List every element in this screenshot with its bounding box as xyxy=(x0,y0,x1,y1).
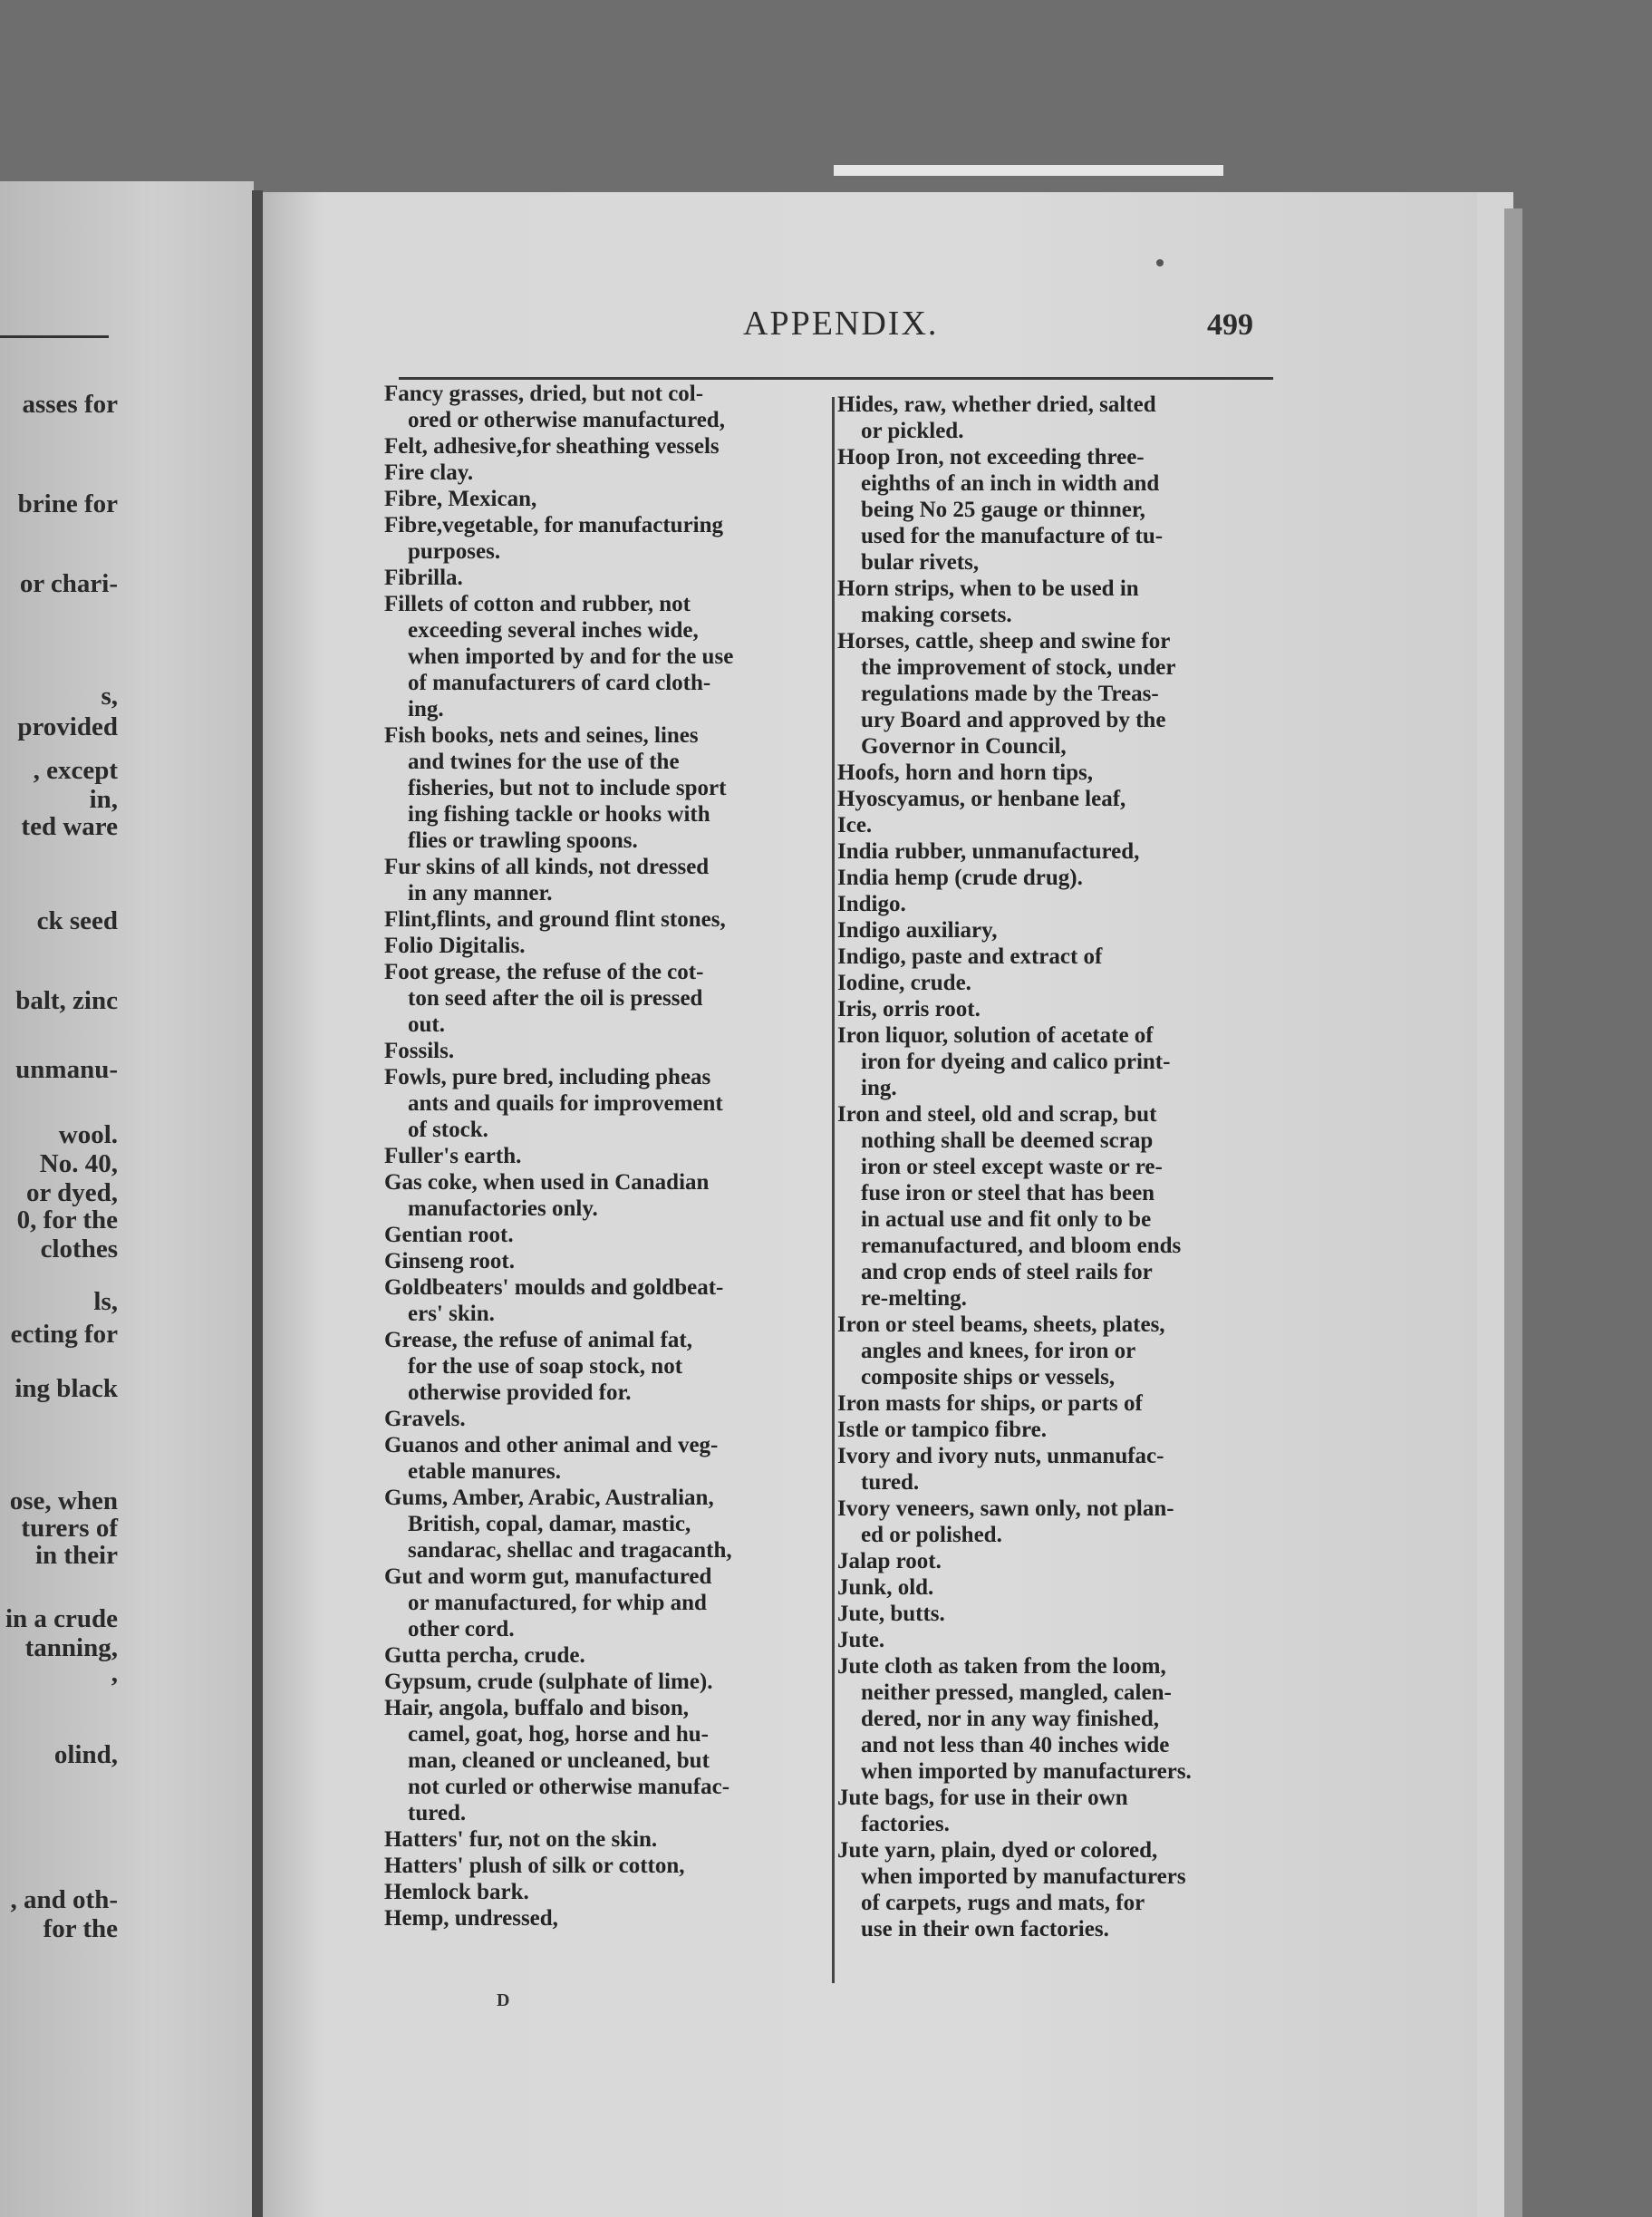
tariff-entry xyxy=(837,865,1272,891)
entry-line: for the use of soap stock, not xyxy=(408,1354,683,1379)
tariff-entry xyxy=(384,1064,823,1143)
entry-line: flies or trawling spoons. xyxy=(408,828,638,853)
entry-line: Gutta percha, crude. xyxy=(384,1643,585,1668)
entry-line: Felt, adhesive,for sheathing vessels xyxy=(384,434,720,459)
entry-line: Horses, cattle, sheep and swine for xyxy=(837,629,1171,653)
entry-line: etable manures. xyxy=(408,1459,561,1484)
entry-line: ers' skin. xyxy=(408,1302,495,1326)
entry-line: Gypsum, crude (sulphate of lime). xyxy=(384,1670,713,1694)
entry-line: Gums, Amber, Arabic, Australian, xyxy=(384,1486,714,1510)
entry-line: Gentian root. xyxy=(384,1223,514,1247)
left-page-text-fragment: in a crude xyxy=(5,1604,118,1633)
entry-line: Fibre,vegetable, for manufacturing xyxy=(384,513,724,537)
entry-line: Indigo. xyxy=(837,892,906,916)
tariff-entry xyxy=(384,1169,823,1222)
tariff-entry xyxy=(837,1312,1272,1390)
entry-line: fuse iron or steel that has been xyxy=(861,1181,1155,1205)
entry-line: Ginseng root. xyxy=(384,1249,515,1273)
left-page-text-fragment: ted ware xyxy=(21,812,118,841)
left-page-text-fragment: for the xyxy=(43,1914,118,1943)
tariff-entry xyxy=(384,1564,823,1642)
entry-line: Grease, the refuse of animal fat, xyxy=(384,1328,692,1352)
left-page-text-fragment: s, xyxy=(101,682,118,711)
ink-speck xyxy=(1156,259,1164,266)
left-page-text-fragment: balt, zinc xyxy=(15,986,118,1015)
tariff-entry xyxy=(837,996,1272,1022)
tariff-entry xyxy=(837,917,1272,944)
tariff-entry xyxy=(837,891,1272,917)
page-title: APPENDIX. xyxy=(743,305,939,343)
entry-line: ed or polished. xyxy=(861,1523,1002,1547)
entry-line: use in their own factories. xyxy=(861,1917,1109,1941)
entry-line: Flint,flints, and ground flint stones, xyxy=(384,907,726,932)
paper-strip xyxy=(834,165,1223,176)
tariff-entry xyxy=(837,786,1272,812)
left-page-text-fragment: tanning, xyxy=(24,1633,118,1662)
entry-line: Ivory and ivory nuts, unmanufac- xyxy=(837,1444,1164,1468)
entry-line: Fillets of cotton and rubber, not xyxy=(384,592,691,616)
entry-line: regulations made by the Treas- xyxy=(861,682,1159,706)
tariff-entry xyxy=(837,576,1272,628)
page-number: 499 xyxy=(1207,308,1253,342)
entry-line: nothing shall be deemed scrap xyxy=(861,1128,1154,1153)
entry-line: tured. xyxy=(408,1801,467,1825)
entry-line: manufactories only. xyxy=(408,1196,598,1221)
tariff-entry xyxy=(384,1222,823,1248)
entry-line: Iron masts for ships, or parts of xyxy=(837,1391,1143,1416)
entry-line: and twines for the use of the xyxy=(408,750,680,774)
entry-line: not curled or otherwise manufac- xyxy=(408,1775,730,1799)
tariff-entry xyxy=(837,1496,1272,1548)
entry-line: dered, nor in any way finished, xyxy=(861,1707,1160,1731)
tariff-entry xyxy=(384,959,823,1038)
tariff-entry xyxy=(837,1837,1272,1942)
entry-line: Gut and worm gut, manufactured xyxy=(384,1564,712,1589)
left-page-text-fragment: or chari- xyxy=(19,569,118,598)
tariff-entry xyxy=(837,1548,1272,1574)
entry-line: ury Board and approved by the xyxy=(861,708,1166,732)
entry-line: Hyoscyamus, or henbane leaf, xyxy=(837,787,1126,811)
entry-line: British, copal, damar, mastic, xyxy=(408,1512,691,1536)
entry-line: Hides, raw, whether dried, salted xyxy=(837,392,1156,417)
entry-line: or pickled. xyxy=(861,419,964,443)
book-gutter xyxy=(252,190,263,2217)
tariff-entry xyxy=(384,1826,823,1853)
entry-line: factories. xyxy=(861,1812,950,1836)
tariff-entry xyxy=(837,628,1272,760)
tariff-entry xyxy=(837,760,1272,786)
entry-line: Indigo auxiliary, xyxy=(837,918,998,943)
entry-line: Jute yarn, plain, dyed or colored, xyxy=(837,1838,1158,1863)
tariff-entry xyxy=(837,1653,1272,1785)
entry-line: Jute bags, for use in their own xyxy=(837,1786,1128,1810)
left-page-text-fragment: provided xyxy=(17,712,118,741)
entry-line: re-melting. xyxy=(861,1286,967,1311)
tariff-entry xyxy=(384,433,823,460)
entry-line: otherwise provided for. xyxy=(408,1380,632,1405)
tariff-entry xyxy=(837,1443,1272,1496)
left-page-text-fragment: asses for xyxy=(22,390,118,419)
tariff-entry xyxy=(384,591,823,722)
entry-line: composite ships or vessels, xyxy=(861,1365,1116,1389)
column-divider xyxy=(832,397,835,1983)
left-page-text-fragment: ls, xyxy=(93,1287,118,1316)
left-page-text-fragment: in, xyxy=(89,785,118,814)
left-page-rule xyxy=(0,335,109,338)
tariff-entry xyxy=(384,1248,823,1274)
entry-line: ing. xyxy=(861,1076,897,1100)
entry-line: or manufactured, for whip and xyxy=(408,1591,707,1615)
tariff-entry xyxy=(837,1417,1272,1443)
entry-line: Jute, butts. xyxy=(837,1602,945,1626)
entry-line: Fire clay. xyxy=(384,460,474,485)
tariff-entry xyxy=(837,1601,1272,1627)
tariff-entry xyxy=(384,1853,823,1879)
tariff-entry xyxy=(384,1669,823,1695)
left-page-text-fragment: ck seed xyxy=(36,906,118,935)
entry-line: when imported by manufacturers xyxy=(861,1864,1186,1889)
entry-line: Iron liquor, solution of acetate of xyxy=(837,1023,1154,1048)
entry-line: Guanos and other animal and veg- xyxy=(384,1433,719,1457)
tariff-entry xyxy=(384,854,823,906)
tariff-entry xyxy=(837,1101,1272,1312)
entry-line: of stock. xyxy=(408,1118,488,1142)
entry-line: Ivory veneers, sawn only, not plan- xyxy=(837,1496,1174,1521)
entry-line: Iron and steel, old and scrap, but xyxy=(837,1102,1157,1127)
entry-line: of manufacturers of card cloth- xyxy=(408,671,711,695)
left-page-text-fragment: 0, for the xyxy=(16,1205,118,1234)
entry-line: and not less than 40 inches wide xyxy=(861,1733,1170,1757)
entry-line: Fuller's earth. xyxy=(384,1144,522,1168)
entry-line: Fibrilla. xyxy=(384,566,463,590)
tariff-entry xyxy=(384,906,823,933)
tariff-entry xyxy=(384,722,823,854)
left-page-text-fragment: , except xyxy=(33,756,118,785)
entry-line: Fossils. xyxy=(384,1039,455,1063)
entry-line: Jute cloth as taken from the loom, xyxy=(837,1654,1166,1679)
tariff-entry xyxy=(837,812,1272,838)
left-page-text-fragment: brine for xyxy=(17,489,118,518)
tariff-entry xyxy=(837,944,1272,970)
entry-line: Hatters' fur, not on the skin. xyxy=(384,1827,658,1852)
tariff-entry xyxy=(384,1485,823,1564)
entry-line: Governor in Council, xyxy=(861,734,1067,759)
entry-line: making corsets. xyxy=(861,603,1012,627)
entry-line: Fibre, Mexican, xyxy=(384,487,537,511)
left-column xyxy=(384,381,823,1931)
left-page-text-fragment: in their xyxy=(34,1541,118,1570)
entry-line: Indigo, paste and extract of xyxy=(837,944,1103,969)
tariff-entry xyxy=(384,460,823,486)
entry-line: ored or otherwise manufactured, xyxy=(408,408,725,432)
entry-line: India rubber, unmanufactured, xyxy=(837,839,1140,864)
header-rule xyxy=(399,377,1273,380)
tariff-entry xyxy=(837,1390,1272,1417)
entry-line: Hemlock bark. xyxy=(384,1880,529,1904)
entry-line: in actual use and fit only to be xyxy=(861,1207,1152,1232)
entry-line: sandarac, shellac and tragacanth, xyxy=(408,1538,732,1563)
entry-line: exceeding several inches wide, xyxy=(408,618,699,643)
entry-line: Foot grease, the refuse of the cot- xyxy=(384,960,704,984)
tariff-entry xyxy=(384,1879,823,1905)
entry-line: camel, goat, hog, horse and hu- xyxy=(408,1722,709,1747)
entry-line: of carpets, rugs and mats, for xyxy=(861,1891,1145,1915)
tariff-entry xyxy=(384,1432,823,1485)
tariff-entry xyxy=(384,512,823,565)
entry-line: Jalap root. xyxy=(837,1549,942,1573)
entry-line: Fish books, nets and seines, lines xyxy=(384,723,699,748)
tariff-entry xyxy=(837,970,1272,996)
entry-line: iron or steel except waste or re- xyxy=(861,1155,1163,1179)
tariff-entry xyxy=(384,486,823,512)
entry-line: ton seed after the oil is pressed xyxy=(408,986,703,1011)
entry-line: Iris, orris root. xyxy=(837,997,981,1021)
left-page-text-fragment: ecting for xyxy=(10,1320,118,1349)
entry-line: when imported by and for the use xyxy=(408,644,734,669)
entry-line: Hoofs, horn and horn tips, xyxy=(837,760,1094,785)
entry-line: Fancy grasses, dried, but not col- xyxy=(384,382,704,406)
entry-line: Hatters' plush of silk or cotton, xyxy=(384,1854,685,1878)
tariff-entry xyxy=(384,933,823,959)
left-page-text-fragment: unmanu- xyxy=(15,1055,118,1084)
entry-line: out. xyxy=(408,1012,445,1037)
tariff-entry xyxy=(837,1574,1272,1601)
entry-line: Folio Digitalis. xyxy=(384,934,526,958)
entry-line: bular rivets, xyxy=(861,550,980,575)
entry-line: used for the manufacture of tu- xyxy=(861,524,1164,548)
entry-line: Jute. xyxy=(837,1628,885,1652)
tariff-entry xyxy=(384,1695,823,1826)
tariff-entry xyxy=(837,392,1272,444)
entry-line: ing fishing tackle or hooks with xyxy=(408,802,710,827)
tariff-entry xyxy=(384,1905,823,1931)
entry-line: Iron or steel beams, sheets, plates, xyxy=(837,1312,1165,1337)
left-page-text-fragment: , xyxy=(111,1659,118,1688)
entry-line: eighths of an inch in width and xyxy=(861,471,1160,496)
entry-line: Fur skins of all kinds, not dressed xyxy=(384,855,710,879)
tariff-entry xyxy=(384,1274,823,1327)
tariff-entry xyxy=(837,444,1272,576)
tariff-entry xyxy=(837,1627,1272,1653)
entry-line: Fowls, pure bred, including pheas xyxy=(384,1065,711,1089)
entry-line: in any manner. xyxy=(408,881,553,905)
entry-line: the improvement of stock, under xyxy=(861,655,1176,680)
entry-line: fisheries, but not to include sport xyxy=(408,776,727,800)
left-page-text-fragment: No. 40, xyxy=(39,1149,118,1178)
tariff-entry xyxy=(384,1406,823,1432)
left-page-text-fragment: turers of xyxy=(21,1514,118,1543)
tariff-entry xyxy=(384,1143,823,1169)
entry-line: Hemp, undressed, xyxy=(384,1906,558,1931)
entry-line: purposes. xyxy=(408,539,501,564)
entry-line: Hoop Iron, not exceeding three- xyxy=(837,445,1145,470)
entry-line: Goldbeaters' moulds and goldbeat- xyxy=(384,1275,724,1300)
entry-line: iron for dyeing and calico print- xyxy=(861,1050,1171,1074)
entry-line: Gravels. xyxy=(384,1407,466,1431)
entry-line: neither pressed, mangled, calen- xyxy=(861,1680,1172,1705)
tariff-entry xyxy=(384,1038,823,1064)
signature-mark: D xyxy=(497,1990,510,2010)
entry-line: when imported by manufacturers. xyxy=(861,1759,1192,1784)
entry-line: Hair, angola, buffalo and bison, xyxy=(384,1696,689,1720)
entry-line: Horn strips, when to be used in xyxy=(837,576,1139,601)
entry-line: remanufactured, and bloom ends xyxy=(861,1234,1182,1258)
tariff-entry xyxy=(837,1022,1272,1101)
entry-line: being No 25 gauge or thinner, xyxy=(861,498,1145,522)
tariff-entry xyxy=(837,1785,1272,1837)
entry-line: tured. xyxy=(861,1470,920,1495)
left-page-text-fragment: or dyed, xyxy=(26,1178,118,1207)
right-column xyxy=(837,392,1272,1942)
entry-line: and crop ends of steel rails for xyxy=(861,1260,1153,1284)
left-page-text-fragment: ose, when xyxy=(9,1486,118,1515)
tariff-entry xyxy=(384,1327,823,1406)
entry-line: man, cleaned or uncleaned, but xyxy=(408,1748,710,1773)
left-page xyxy=(0,181,254,2217)
left-page-text-fragment: olind, xyxy=(53,1740,118,1769)
entry-line: Istle or tampico fibre. xyxy=(837,1418,1047,1442)
left-page-text-fragment: ing black xyxy=(14,1374,118,1403)
entry-line: ing. xyxy=(408,697,444,721)
tariff-entry xyxy=(384,381,823,433)
left-page-text-fragment: wool. xyxy=(58,1120,118,1149)
entry-line: Ice. xyxy=(837,813,873,837)
entry-line: other cord. xyxy=(408,1617,515,1641)
tariff-entry xyxy=(384,565,823,591)
page-edge-shadow xyxy=(1504,208,1522,2217)
tariff-entry xyxy=(384,1642,823,1669)
tariff-entry xyxy=(837,838,1272,865)
left-page-text-fragment: clothes xyxy=(40,1234,118,1263)
entry-line: India hemp (crude drug). xyxy=(837,866,1083,890)
entry-line: angles and knees, for iron or xyxy=(861,1339,1136,1363)
entry-line: ants and quails for improvement xyxy=(408,1091,723,1116)
entry-line: Gas coke, when used in Canadian xyxy=(384,1170,710,1195)
left-page-text-fragment: , and oth- xyxy=(10,1885,118,1914)
entry-line: Junk, old. xyxy=(837,1575,934,1600)
entry-line: Iodine, crude. xyxy=(837,971,971,995)
